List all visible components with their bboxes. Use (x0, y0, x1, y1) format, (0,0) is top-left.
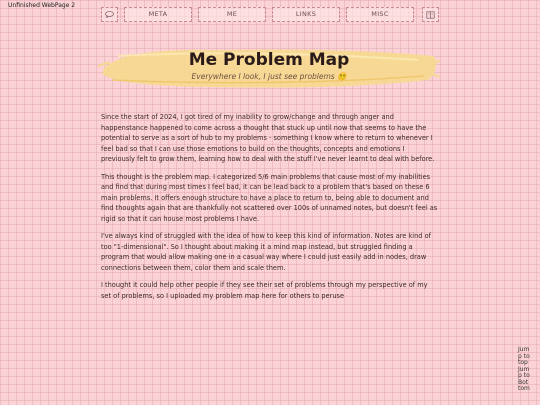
nav-misc[interactable]: MISC (346, 7, 414, 22)
nav-me[interactable]: ME (198, 7, 266, 22)
paragraph: I've always kind of struggled with the idea of how to keep this kind of information. Notes are kind of too "1-dimensional". So I thought about making it a mind map instead, but struggled finding a program that would allow making one in a casual way where I could just easily add in nodes, draw connections between them, color them and scale them. (101, 232, 431, 272)
paragraph: This thought is the problem map. I categorized 5/6 main problems that cause most of my inabilities and find that during most times I feel bad, it can be lead back to a problem that's based on these 6 main problems. It offers enough structure to have a place to return to, being able to document and find thoughts again that are thankfully not scattered over 100s of unnamed notes, but doesn't feel as rigid so that it can house most problems I have. (101, 172, 438, 223)
page-subtitle: Everywhere I look, I just see problems 😵‍💫 (191, 72, 347, 81)
jump-links (518, 347, 530, 393)
article-body (101, 112, 439, 308)
paragraph: I thought it could help other people if they see their set of problems through my perspective of my set of problems, so I uploaded my problem map here for others to peruse (101, 281, 428, 300)
paragraph: Since the start of 2024, I got tired of my inability to grow/change and through anger and happenstance happened to come across a thought that stuck up until now that seems to have the potential to serve as a sort of hub to my problems - something I know where to return to whenever I feel bad so that I can use those emotions to build on the thoughts, concepts and emotions I previously felt to grow them, learning how to deal with the stuff I've never learnt to deal with before. (101, 113, 435, 163)
book-icon[interactable] (422, 7, 439, 22)
header-banner (98, 44, 440, 92)
jump-to-bottom-link[interactable]: Jump to Bottom (518, 365, 530, 392)
page-title: Me Problem Map (188, 50, 350, 70)
nav-meta[interactable]: META (124, 7, 192, 22)
jump-to-top-link[interactable]: Jump to top (518, 346, 530, 366)
site-title: Unfinished WebPage 2 (8, 2, 76, 9)
nav-links[interactable]: LINKS (272, 7, 340, 22)
speech-bubble-icon[interactable] (101, 7, 118, 22)
